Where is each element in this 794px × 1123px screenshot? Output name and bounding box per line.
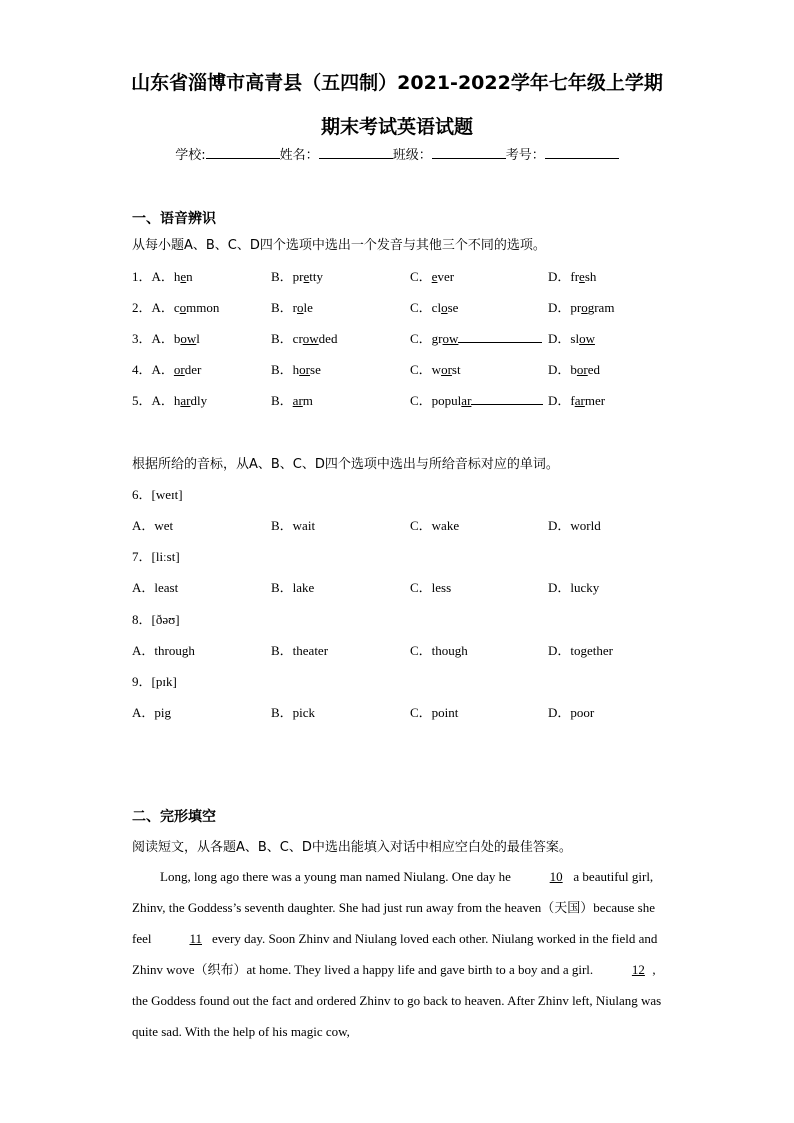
class-label: 班级： [392,148,432,163]
option-d: D．together [548,643,613,658]
question-stem: 6．[weɪt] [132,487,183,502]
question-row [0,390,794,410]
section1-instruction-a: 从每小题A、B、C、D四个选项中选出一个发音与其他三个不同的选项。 [132,238,546,253]
option-d: D．fresh [548,269,597,284]
underline-trail [471,392,543,405]
option-c: C．point [410,705,459,720]
class-field[interactable] [432,146,506,159]
doc-title-line2: 期末考试英语试题 [320,116,473,138]
question-stem: 8．[ðəʊ] [132,612,180,627]
option-b: B．role [271,300,313,315]
question-options [0,640,794,660]
option-d: D．farmer [548,393,606,408]
underline-trail [458,330,542,343]
section2-heading: 二、完形填空 [132,809,216,825]
option-d: D．poor [548,705,595,720]
option-a: 4．A．order [132,362,202,377]
option-b: B．theater [271,643,329,658]
option-a: A．wet [132,518,174,533]
option-d: D．lucky [548,580,600,595]
option-b: B．pretty [271,269,324,284]
student-info-line [0,144,794,163]
option-b: B．arm [271,393,313,408]
question-options [0,577,794,597]
option-c: C．ever [410,269,455,284]
option-b: B．lake [271,580,315,595]
exam-no-label: 考号： [505,148,545,163]
option-d: D．world [548,518,601,533]
cloze-blank-11[interactable]: 11 [189,931,202,946]
cloze-blank-12[interactable]: 12 [631,962,645,977]
name-field[interactable] [319,146,393,159]
option-a: 3．A．bowl [132,331,200,346]
doc-title-line1: 山东省淄博市高青县（五四制）2021-2022学年七年级上学期 [131,72,663,94]
option-b: B．pick [271,705,316,720]
school-label: 学校: [175,148,206,163]
option-a: A．least [132,580,179,595]
section1-heading: 一、语音辨识 [132,211,216,227]
option-b: B．crowded [271,331,338,346]
option-c: C．popular [410,390,543,409]
option-b: B．wait [271,518,316,533]
question-row [0,359,794,379]
option-c: C．worst [410,362,461,377]
question-stem: 7．[liːst] [132,549,180,564]
option-d: D．bored [548,362,601,377]
option-a: 2．A．common [132,300,220,315]
option-a: A．through [132,643,195,658]
option-c: C．wake [410,518,460,533]
option-c: C．close [410,300,459,315]
exam-no-field[interactable] [545,146,619,159]
section2-instruction: 阅读短文，从各题A、B、C、D中选出能填入对话中相应空白处的最佳答案。 [132,840,572,855]
option-d: D．slow [548,331,595,346]
question-row [0,297,794,317]
option-b: B．horse [271,362,321,377]
cloze-passage: Long, long ago there was a young man named Niulang. One day he 10 a beautiful girl, Zhinv, the Goddess’s seventh daughter. She had just run away from the heaven（天国）because she feel 11 every day. Soon Zhinv and Niulang loved each other. Niulang worked in the field and Zhinv wove（织布）at home. They lived a happy life and gave birth to a boy and a girl. 12 , the Goddess found out the fact and ordered Zhinv to go back to heaven. After Zhinv left, Niulang was quite sad. With the help of his magic cow, [132,861,662,1047]
option-c: C．though [410,643,468,658]
question-options [0,702,794,722]
cloze-blank-10[interactable]: 10 [549,869,563,884]
question-options [0,515,794,535]
option-a: 1．A．hen [132,269,193,284]
school-field[interactable] [206,146,280,159]
question-stem: 9．[pɪk] [132,674,177,689]
section1-instruction-b: 根据所给的音标，从A、B、C、D四个选项中选出与所给音标对应的单词。 [132,457,559,472]
question-row [0,328,794,348]
option-c: C．grow [410,328,542,347]
question-row [0,266,794,286]
option-c: C．less [410,580,452,595]
option-a: A．pig [132,705,172,720]
option-a: 5．A．hardly [132,393,208,408]
name-label: 姓名： [279,148,319,163]
option-d: D．program [548,300,615,315]
